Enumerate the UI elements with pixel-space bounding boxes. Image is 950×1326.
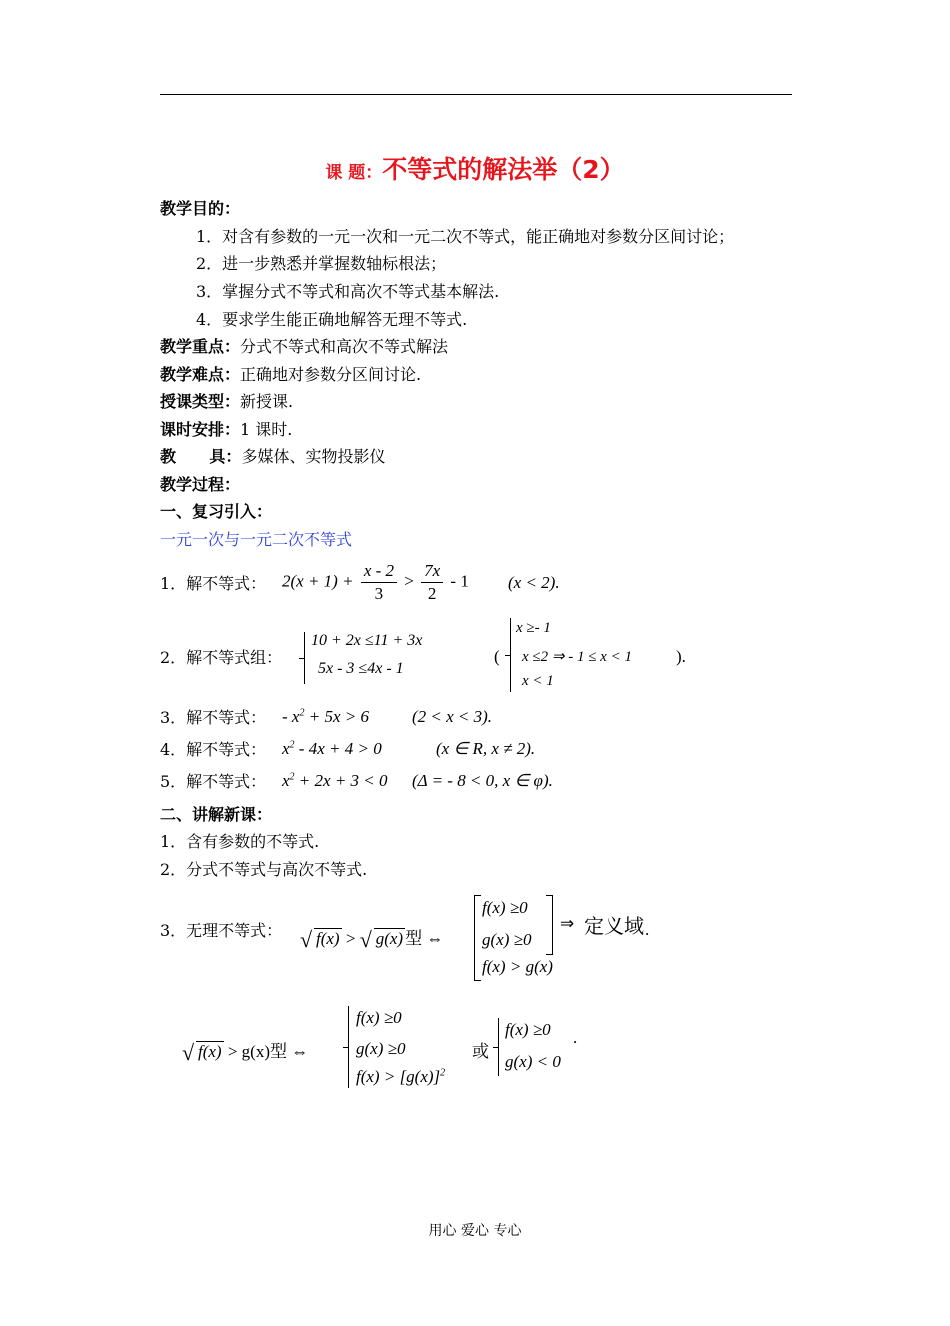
irrational-lhs-1: √ f(x) > √ g(x) 型 ⇔ <box>300 924 443 949</box>
irr-cond: f(x) > g(x) <box>482 957 553 976</box>
lesson-title <box>0 150 950 186</box>
problem4-expression: $x^2 - 4x + 4 > 0$ <box>282 739 382 758</box>
section2-item: 1．含有参数的不等式. <box>160 832 320 851</box>
objective-item: 4．要求学生能正确地解答无理不等式. <box>196 310 468 329</box>
period: . <box>645 920 650 939</box>
irr-bracket-right <box>546 895 553 955</box>
answer-row: x < 1 <box>522 673 554 689</box>
title-label: 课 题： <box>325 163 383 183</box>
problem3-answer: (2 < x < 3). <box>412 707 493 726</box>
domain-label: 定义域 <box>584 914 644 938</box>
section1-subheading: 一元一次与一元二次不等式 <box>160 530 353 549</box>
objective-item: 3．掌握分式不等式和高次不等式基本解法. <box>196 282 500 301</box>
irr2-cond: $f(x) > [g(x)]^2$ <box>356 1067 446 1086</box>
irr-bracket-left <box>474 895 481 981</box>
irr2-cond: g(x) ≥0 <box>356 1039 406 1058</box>
section2-heading: 二、讲解新课： <box>160 805 273 824</box>
irr3-cond: g(x) < 0 <box>505 1052 561 1071</box>
answer-row: x ≥- 1 <box>516 620 551 636</box>
system-brace <box>304 632 305 684</box>
problem1-answer: (x < 2). <box>508 573 560 592</box>
objectives-heading: 教学目的： <box>160 199 241 218</box>
problem5-label: 5．解不等式： <box>160 772 267 791</box>
problem5-answer: (Δ = - 8 < 0, x ∈ φ). <box>412 771 553 790</box>
period: . <box>573 1028 578 1047</box>
meta-key-point: 教学重点：分式不等式和高次不等式解法 <box>160 337 449 356</box>
answer-brace <box>510 618 511 692</box>
problem2-label: 2．解不等式组： <box>160 648 283 667</box>
process-heading: 教学过程： <box>160 475 241 494</box>
irrational-lhs-2: √ f(x) > g(x)型 ⇔ <box>182 1037 308 1062</box>
section2-item3-label: 3．无理不等式： <box>160 921 283 940</box>
title-main: 不等式的解法举（2） <box>382 155 625 184</box>
problem1-label: 1．解不等式： <box>160 574 267 593</box>
section2-item: 2．分式不等式与高次不等式. <box>160 860 368 879</box>
irr2-cond: f(x) ≥0 <box>356 1008 402 1027</box>
system-row: 5x - 3 ≤4x - 1 <box>318 660 404 677</box>
system-row: 10 + 2x ≤11 + 3x <box>311 632 423 649</box>
problem1-expression: 2(x + 1) + $\frac{x - 2}{3}$ > $\frac{7x}{2}$ - 1 <box>282 561 469 603</box>
problem4-label: 4．解不等式： <box>160 740 267 759</box>
problem5-expression: $x^2 + 2x + 3 < 0$ <box>282 771 388 790</box>
answer-close-paren: ). <box>676 647 686 666</box>
section1-heading: 一、复习引入： <box>160 502 273 521</box>
irr2-brace <box>348 1006 349 1088</box>
meta-difficulty: 教学难点：正确地对参数分区间讨论. <box>160 365 422 384</box>
irr3-brace <box>498 1018 499 1076</box>
meta-tools: 教 具：多媒体、实物投影仪 <box>160 447 386 466</box>
irr-cond: f(x) ≥0 <box>482 898 528 917</box>
answer-row: x ≤2 ⇒ - 1 ≤ x < 1 <box>522 649 632 665</box>
problem3-expression: - $x^2 + 5x > 6$ <box>282 707 369 726</box>
page-footer: 用心 爱心 专心 <box>428 1223 522 1239</box>
objective-item: 1．对含有参数的一元一次和一元二次不等式，能正确地对参数分区间讨论； <box>196 227 735 246</box>
header-rule <box>160 94 792 95</box>
objective-item: 2．进一步熟悉并掌握数轴标根法； <box>196 254 447 273</box>
problem3-label: 3．解不等式： <box>160 708 267 727</box>
meta-schedule: 课时安排：1 课时. <box>160 420 293 439</box>
answer-open-paren: ( <box>494 647 500 666</box>
meta-lesson-type: 授课类型：新授课. <box>160 392 294 411</box>
irr3-cond: f(x) ≥0 <box>505 1020 551 1039</box>
implies-arrow: ⇒ <box>560 914 575 933</box>
irr-cond: g(x) ≥0 <box>482 930 532 949</box>
or-label: 或 <box>472 1042 489 1062</box>
problem4-answer: (x ∈ R, x ≠ 2). <box>436 739 536 758</box>
